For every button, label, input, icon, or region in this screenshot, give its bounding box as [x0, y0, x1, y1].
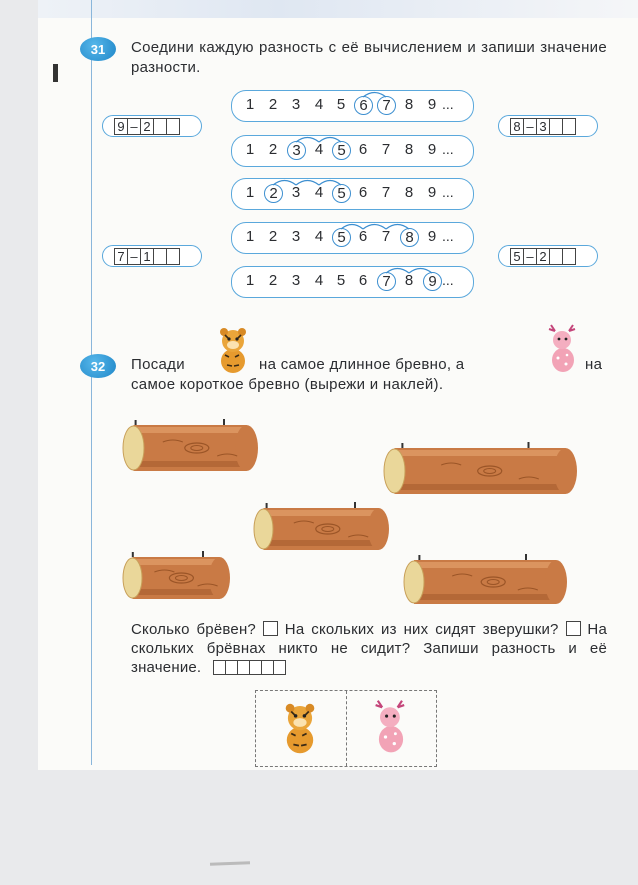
task-32-text-part2: на самое длинное бревно, а [259, 356, 465, 373]
number: 6 [358, 228, 368, 245]
task-32-question [131, 620, 607, 677]
ellipsis: ... [442, 184, 454, 200]
number: 2 [268, 272, 278, 289]
animal-log-count-box[interactable] [566, 621, 581, 636]
number: 3 [291, 228, 301, 245]
ellipsis: ... [442, 272, 454, 288]
answer-cell[interactable] [562, 118, 576, 135]
question-part1: Сколько брёвен? [131, 621, 256, 638]
number: 1 [245, 96, 255, 113]
number-line [231, 178, 474, 210]
number: 6 [358, 272, 368, 289]
answer-cell[interactable] [562, 248, 576, 265]
answer-cell[interactable] [166, 248, 180, 265]
digit-cell: 2 [140, 118, 154, 135]
binding-mark [53, 64, 58, 82]
operator-cell: – [127, 118, 141, 135]
digit-cell: 2 [536, 248, 550, 265]
answer-cell[interactable] [549, 248, 563, 265]
margin-line [91, 0, 92, 765]
task-number-32: 32 [80, 354, 116, 378]
page-edge-mark [210, 861, 250, 865]
circled-number: 8 [400, 228, 419, 247]
log[interactable] [253, 502, 389, 550]
expression-5-minus-2[interactable] [498, 245, 598, 267]
cutout-deer[interactable] [347, 691, 437, 766]
tiger-cub-cutout-icon [278, 699, 322, 757]
number: 7 [381, 228, 391, 245]
number: 9 [427, 228, 437, 245]
number-line [231, 266, 474, 298]
ellipsis: ... [442, 96, 454, 112]
number: 7 [381, 141, 391, 158]
ellipsis: ... [442, 228, 454, 244]
circled-number: 5 [332, 184, 351, 203]
number: 2 [268, 141, 278, 158]
digit-cell: 3 [536, 118, 550, 135]
number: 9 [427, 96, 437, 113]
number: 4 [314, 272, 324, 289]
circled-number: 5 [332, 228, 351, 247]
expression-7-minus-1[interactable] [102, 245, 202, 267]
number: 5 [336, 96, 346, 113]
number: 8 [404, 96, 414, 113]
deer-icon [543, 322, 583, 374]
operator-cell: – [523, 118, 537, 135]
deer-cutout-icon [369, 697, 413, 755]
number: 4 [314, 96, 324, 113]
expression-8-minus-3[interactable] [498, 115, 598, 137]
answer-cell[interactable] [549, 118, 563, 135]
number-line [231, 135, 474, 167]
task-32-text-part3: на [585, 356, 603, 373]
number: 6 [358, 184, 368, 201]
number: 1 [245, 228, 255, 245]
digit-cell: 7 [114, 248, 128, 265]
number: 8 [404, 184, 414, 201]
log[interactable] [122, 419, 258, 471]
number: 8 [404, 272, 414, 289]
number: 2 [268, 228, 278, 245]
number: 6 [358, 141, 368, 158]
number: 1 [245, 184, 255, 201]
circled-number: 5 [332, 141, 351, 160]
number: 7 [381, 184, 391, 201]
number: 3 [291, 184, 301, 201]
number-line [231, 90, 474, 122]
number: 3 [291, 96, 301, 113]
task-number-31: 31 [80, 37, 116, 61]
circled-number: 3 [287, 141, 306, 160]
number: 3 [291, 272, 301, 289]
task-32-text-part1: Посади [131, 356, 185, 373]
log[interactable] [122, 551, 230, 599]
digit-cell: 9 [114, 118, 128, 135]
number: 4 [314, 141, 324, 158]
expression-9-minus-2[interactable] [102, 115, 202, 137]
answer-cell[interactable] [153, 248, 167, 265]
tiger-cub-icon [213, 325, 253, 375]
circled-number: 7 [377, 272, 396, 291]
circled-number: 7 [377, 96, 396, 115]
number: 9 [427, 141, 437, 158]
number: 5 [336, 272, 346, 289]
log[interactable] [383, 442, 577, 494]
answer-cell[interactable] [153, 118, 167, 135]
operator-cell: – [523, 248, 537, 265]
answer-cell[interactable] [166, 118, 180, 135]
number: 2 [268, 96, 278, 113]
question-part3: На скольких брёвнах никто не сидит? Запиши разность и её значение. [131, 621, 607, 676]
operator-cell: – [127, 248, 141, 265]
number-line [231, 222, 474, 254]
circled-number: 6 [354, 96, 373, 115]
cutout-area[interactable] [255, 690, 437, 767]
decorative-top-band [38, 0, 638, 18]
question-part2: На скольких из них сидят зверушки? [284, 621, 559, 638]
number: 1 [245, 272, 255, 289]
number: 1 [245, 141, 255, 158]
difference-answer-cells[interactable] [214, 660, 286, 675]
number: 4 [314, 184, 324, 201]
circled-number: 9 [423, 272, 442, 291]
task-31-text: Соедини каждую разность с её вычислением и запиши значение разности. [131, 39, 607, 76]
cutout-tiger-cub[interactable] [256, 691, 347, 766]
ellipsis: ... [442, 141, 454, 157]
number: 9 [427, 184, 437, 201]
task-32-text-line2: самое короткое бревно (вырежи и наклей). [131, 376, 444, 393]
log-count-box[interactable] [263, 621, 278, 636]
digit-cell: 5 [510, 248, 524, 265]
number: 8 [404, 141, 414, 158]
number: 4 [314, 228, 324, 245]
digit-cell: 1 [140, 248, 154, 265]
log[interactable] [403, 554, 567, 604]
circled-number: 2 [264, 184, 283, 203]
digit-cell: 8 [510, 118, 524, 135]
